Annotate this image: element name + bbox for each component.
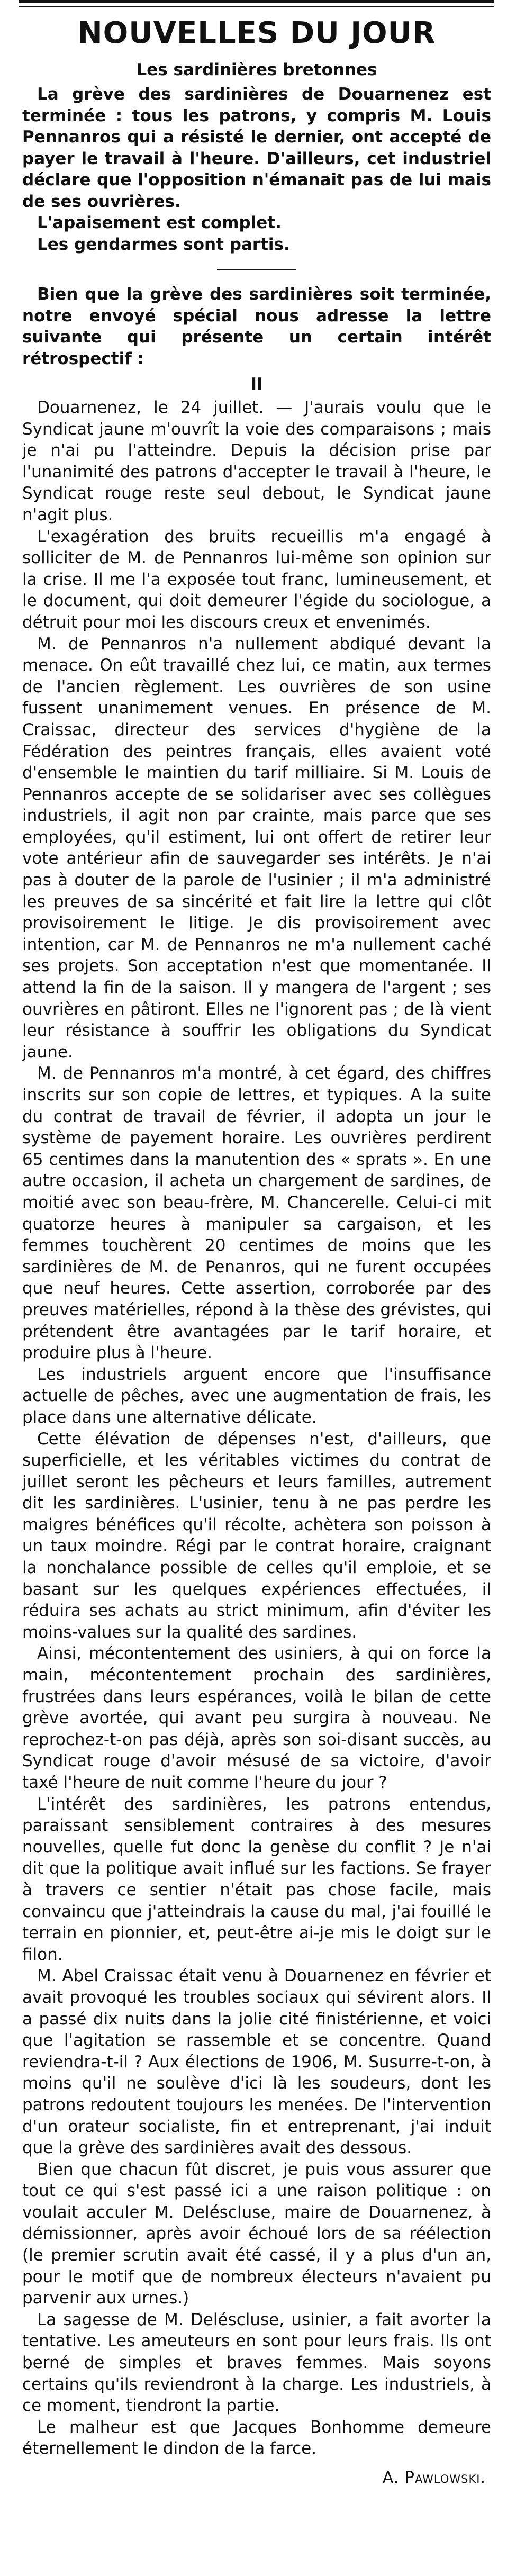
intro-paragraph: Bien que la grève des sardinières soit terminée, notre envoyé spécial nous adresse la lettre suivante qui présente un certain intérêt rétrospectif :	[22, 285, 491, 368]
article-subtitle: Les sardinières bretonnes	[136, 60, 377, 79]
lead-paragraph: L'apaisement est complet.	[37, 213, 282, 232]
section-rubric: NOUVELLES DU JOUR	[77, 16, 436, 50]
body-paragraph: Les industriels arguent encore que l'insuffisance actuelle de pêches, avec une augmentation de frais, les place dans une alternative délicate.	[22, 1364, 491, 1427]
lead-paragraph: La grève des sardinières de Douarnenez est terminée : tous les patrons, y compris M. Louis Pennanros qui a résisté le dernier, ont accepté de payer le travail à l'heure. D'ailleurs, cet industriel déclare que l'opposition n'émanait pas de lui mais de ses ouvrières.	[22, 85, 491, 211]
body-paragraph: M. de Pennanros m'a montré, à cet égard, des chiffres inscrits sur son copie de lettres, et typiques. A la suite du contrat de travail de février, il adopta un jour le système de payement horaire. Les ouvrières perdirent 65 centimes dans la manutention des « sprats ». En une autre occasion, il acheta un chargement de sardines, de moitié avec son beau-frère, M. Chancerelle. Celui-ci mit quatorze heures à manipuler sa cargaison, et les femmes touchèrent 20 centimes de moins que les sardinières de M. de Penanros, qui ne furent occupées que neuf heures. Cette assertion, corroborée par des preuves matérielles, répond à la thèse des grévistes, qui prétendent être avantagées par le tarif horaire, et produire plus à l'heure.	[22, 1064, 491, 1363]
body-paragraph: Cette élévation de dépenses n'est, d'ailleurs, que superficielle, et les véritables victimes du contrat de juillet seront les pêcheurs et leurs familles, autrement dit les sardinières. L'usinier, tenu à ne pas perdre les maigres bénéfices qu'il récolte, achètera son poisson à un taux moindre. Régi par le contrat horaire, craignant la nonchalance possible de celles qu'il emploie, et se basant sur les quelques expériences effectuées, il réduira ses achats au strict minimum, afin d'éviter les moins-values sur la qualité des sardines.	[22, 1429, 491, 1642]
author-signature	[22, 2467, 491, 2489]
separator-rule	[217, 269, 296, 270]
top-double-rule	[19, 0, 494, 7]
body-paragraph: Bien que chacun fût discret, je puis vous assurer que tout ce qui s'est passé ici a une raison politique : on voulait acculer M. Deléscluse, maire de Douarnenez, à démissionner, après avoir échoué lors de sa réélection (le premier scrutin avait été cassé, il y a plus d'un an, pour le motif que de nombreux électeurs n'avaient pu parvenir aux urnes.)	[22, 2159, 491, 2308]
section-numeral: II	[250, 375, 263, 394]
body-paragraph: L'intérêt des sardinières, les patrons entendus, paraissant sensiblement contraires à des mesures nouvelles, quelle fut donc la genèse du conflit ? Je n'ai dit que la politique avait influé sur les factions. Se frayer à travers ce sentier n'était pas chose facile, mais convaincu que j'atteindrais la cause du mal, j'ai fouillé le terrain en pionnier, et, peut-être ai-je mis le doigt sur le filon.	[22, 1794, 491, 1964]
body-paragraph: Le malheur est que Jacques Bonhomme demeure éternellement le dindon de la farce.	[22, 2417, 491, 2459]
author-name: A. Pawlowski.	[382, 2469, 486, 2487]
body-paragraph: La sagesse de M. Deléscluse, usinier, a fait avorter la tentative. Les ameuteurs en sont pour leurs frais. Ils ont berné de simples et braves femmes. Mais soyons certains qu'ils reviendront à la charge. Les industriels, à ce moment, tiendront la partie.	[22, 2310, 491, 2416]
body-paragraph: M. Abel Craissac était venu à Douarnenez en février et avait provoqué les troubles sociaux qui sévirent alors. Il a passé dix nuits dans la jolie cité finistérienne, et voici que l'agitation se rassemble et se concentre. Quand reviendra-t-il ? Aux élections de 1906, M. Susurre-t-on, à moins qu'il ne soulève d'ici là les soudeurs, dont les patrons redoutent toujours les menées. De l'intervention d'un orateur socialiste, fin et entreprenant, j'ai induit que la grève des sardinières avait des dessous.	[22, 1966, 491, 2158]
body-paragraph: L'exagération des bruits recueillis m'a engagé à solliciter de M. de Pennanros lui-même son opinion sur la crise. Il me l'a exposée tout franc, lumineusement, et le document, qui doit demeurer l'égide du sociologue, a détruit pour moi les discours creux et envenimés.	[22, 527, 491, 632]
body-paragraph: Douarnenez, le 24 juillet. — J'aurais voulu que le Syndicat jaune m'ouvrît la voie des comparaisons ; mais je n'ai pu l'atteindre. Depuis la décision prise par l'unanimité des patrons d'accepter le travail à l'heure, le Syndicat rouge reste seul debout, le Syndicat jaune n'agit plus.	[22, 398, 491, 525]
body-paragraph: M. de Pennanros n'a nullement abdiqué devant la menace. On eût travaillé chez lui, ce matin, aux termes de l'ancien règlement. Les ouvrières de son usine fussent unanimement venues. En présence de M. Craissac, directeur des services d'hygiène de la Fédération des peintres français, elles avaient voté d'ensemble le maintien du tarif milliaire. Si M. Louis de Pennanros accepte de se solidariser avec ses collègues industriels, il agit non par crainte, mais parce que ses employées, qu'il estiment, lui ont offert de retirer leur vote antérieur afin de sauvegarder ses intérêts. Je n'ai pas à douter de la parole de l'usinier ; il m'a administré les preuves de sa sincérité et fait lire la lettre qui clôt provisoirement le litige. Je dis provisoirement avec intention, car M. de Pennanros ne m'a nullement caché ses projets. Son acceptation n'est que momentanée. Il attend la fin de la saison. Il y mangera de l'argent ; ses ouvrières en pâtiront. Elles ne l'ignorent pas ; de là vient leur résistance à souffrir les obligations du Syndicat jaune.	[22, 634, 491, 1062]
lead-paragraph: Les gendarmes sont partis.	[37, 234, 290, 254]
body-paragraph: Ainsi, mécontentement des usiniers, à qui on force la main, mécontentement prochain des sardinières, frustrées dans leurs espérances, voilà le bilan de cette grève avortée, qui avant peu surgira à nouveau. Ne reprochez-t-on pas déjà, après son soi-disant succès, au Syndicat rouge d'avoir mésusé de sa victoire, d'avoir taxé l'heure de nuit comme l'heure du jour ?	[22, 1644, 491, 1792]
